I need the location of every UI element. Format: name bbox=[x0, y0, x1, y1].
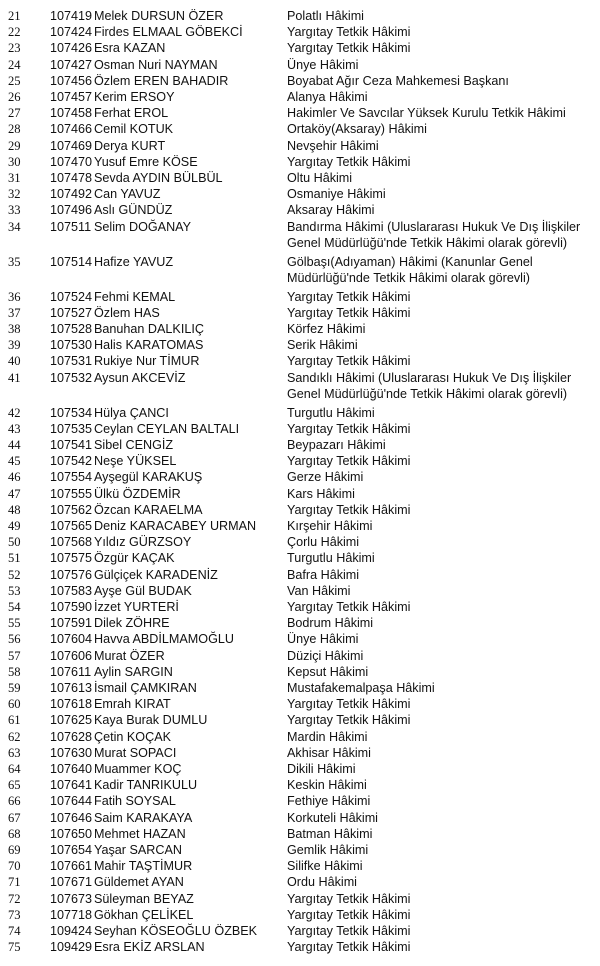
person-name: Saim KARAKAYA bbox=[94, 810, 193, 825]
person-name: Seyhan KÖSEOĞLU ÖZBEK bbox=[94, 924, 258, 938]
duty-station: Polatlı Hâkimi bbox=[287, 9, 364, 23]
duty-station: Ordu Hâkimi bbox=[287, 875, 357, 890]
person-name: Gökhan ÇELİKEL bbox=[94, 907, 194, 922]
row-number: 53 bbox=[8, 583, 21, 598]
person-name: Sibel CENGİZ bbox=[94, 438, 174, 452]
person-name: Yıldız GÜRZSOY bbox=[94, 535, 192, 550]
duty-station: Hakimler Ve Savcılar Yüksek Kurulu Tetkik Hâkimi bbox=[287, 106, 566, 121]
row-number: 30 bbox=[8, 154, 21, 169]
registry-number: 107492 bbox=[50, 187, 93, 202]
registry-number: 107456 bbox=[50, 73, 93, 88]
registry-number: 107650 bbox=[50, 826, 93, 841]
row-number: 51 bbox=[8, 551, 21, 566]
person-name: Emrah KIRAT bbox=[94, 697, 171, 712]
duty-station: Beypazarı Hâkimi bbox=[287, 438, 386, 452]
person-name: Ayşe Gül BUDAK bbox=[94, 583, 192, 598]
person-name: Banuhan DALKILIÇ bbox=[94, 322, 204, 336]
registry-number: 107630 bbox=[50, 745, 93, 760]
person-name: Havva ABDİLMAMOĞLU bbox=[94, 632, 234, 647]
duty-station: Kars Hâkimi bbox=[287, 486, 355, 501]
duty-station: Yargıtay Tetkik Hâkimi bbox=[287, 940, 411, 955]
row-number: 65 bbox=[8, 778, 21, 793]
duty-station: Alanya Hâkimi bbox=[287, 90, 368, 104]
duty-station: Ortaköy(Aksaray) Hâkimi bbox=[287, 122, 427, 137]
duty-station: Kırşehir Hâkimi bbox=[287, 519, 373, 533]
duty-station: Yargıtay Tetkik Hâkimi bbox=[287, 25, 411, 40]
registry-number: 107514 bbox=[50, 254, 93, 269]
person-name: Can YAVUZ bbox=[94, 187, 161, 202]
duty-station: Yargıtay Tetkik Hâkimi bbox=[287, 600, 411, 614]
person-name: Rukiye Nur TİMUR bbox=[94, 354, 200, 369]
row-number: 42 bbox=[8, 405, 21, 420]
row-number: 32 bbox=[8, 187, 21, 202]
registry-number: 107661 bbox=[50, 859, 93, 874]
duty-station: Bafra Hâkimi bbox=[287, 567, 360, 582]
duty-station: Yargıtay Tetkik Hâkimi bbox=[287, 924, 411, 938]
row-number: 75 bbox=[8, 940, 21, 955]
row-number: 54 bbox=[8, 600, 21, 614]
person-name: Yaşar SARCAN bbox=[94, 843, 182, 857]
row-number: 52 bbox=[8, 567, 21, 582]
row-number: 70 bbox=[8, 859, 21, 874]
registry-number: 107611 bbox=[50, 664, 92, 679]
registry-number: 107469 bbox=[50, 138, 93, 153]
registry-number: 107576 bbox=[50, 567, 93, 582]
row-number: 50 bbox=[8, 535, 21, 550]
registry-number: 107527 bbox=[50, 305, 93, 320]
person-name: Cemil KOTUK bbox=[94, 122, 174, 137]
duty-station: Boyabat Ağır Ceza Mahkemesi Başkanı bbox=[287, 73, 509, 88]
registry-number: 107530 bbox=[50, 338, 93, 353]
person-name: Melek DURSUN ÖZER bbox=[94, 9, 224, 23]
registry-number: 107644 bbox=[50, 794, 93, 809]
duty-station: Batman Hâkimi bbox=[287, 826, 373, 841]
person-name: Mehmet HAZAN bbox=[94, 826, 186, 841]
registry-number: 107528 bbox=[50, 322, 93, 336]
row-number: 64 bbox=[8, 762, 21, 776]
person-name: Dilek ZÖHRE bbox=[94, 616, 170, 631]
registry-number: 107568 bbox=[50, 535, 93, 550]
registry-number: 107606 bbox=[50, 648, 93, 663]
row-number: 24 bbox=[8, 57, 21, 72]
registry-number: 109429 bbox=[50, 940, 93, 955]
registry-number: 107524 bbox=[50, 289, 93, 304]
person-name: Fatih SOYSAL bbox=[94, 794, 176, 809]
duty-station: Yargıtay Tetkik Hâkimi bbox=[287, 421, 411, 436]
duty-station: Gemlik Hâkimi bbox=[287, 843, 369, 857]
duty-station: Düziçi Hâkimi bbox=[287, 648, 364, 663]
registry-number: 107590 bbox=[50, 600, 93, 614]
duty-station: Nevşehir Hâkimi bbox=[287, 138, 379, 153]
duty-station: Kepsut Hâkimi bbox=[287, 664, 369, 679]
row-number: 66 bbox=[8, 794, 21, 809]
registry-number: 107591 bbox=[50, 616, 93, 631]
person-name: Kerim ERSOY bbox=[94, 90, 175, 104]
person-name: İsmail ÇAMKIRAN bbox=[94, 681, 197, 695]
registry-number: 107470 bbox=[50, 154, 93, 169]
registry-number: 107532 bbox=[50, 370, 93, 385]
registry-number: 107419 bbox=[50, 9, 93, 23]
registry-number: 107478 bbox=[50, 171, 93, 185]
registry-number: 107628 bbox=[50, 729, 93, 744]
row-number: 59 bbox=[8, 681, 21, 695]
registry-number: 107466 bbox=[50, 122, 93, 137]
duty-station: Sandıklı Hâkimi (Uluslararası Hukuk Ve Dış İlişkiler Genel Müdürlüğü'nde Tetkik Hâkimi olarak görevli) bbox=[287, 370, 572, 401]
registry-number: 107583 bbox=[50, 583, 93, 598]
registry-number: 107671 bbox=[50, 875, 93, 890]
duty-station: Ünye Hâkimi bbox=[287, 632, 359, 647]
row-number: 34 bbox=[8, 219, 21, 234]
registry-number: 107535 bbox=[50, 421, 93, 436]
duty-station: Bodrum Hâkimi bbox=[287, 616, 374, 631]
row-number: 74 bbox=[8, 924, 21, 938]
row-number: 57 bbox=[8, 648, 21, 663]
person-name: Hafize YAVUZ bbox=[94, 254, 174, 269]
person-name: Özlem EREN BAHADIR bbox=[94, 73, 229, 88]
registry-number: 107654 bbox=[50, 843, 93, 857]
registry-number: 107718 bbox=[50, 907, 93, 922]
duty-station: Yargıtay Tetkik Hâkimi bbox=[287, 354, 411, 369]
row-number: 36 bbox=[8, 289, 21, 304]
duty-station: Korkuteli Hâkimi bbox=[287, 810, 378, 825]
registry-number: 107496 bbox=[50, 203, 93, 218]
person-name: Muammer KOÇ bbox=[94, 762, 182, 776]
person-name: Osman Nuri NAYMAN bbox=[94, 57, 218, 72]
duty-station: Van Hâkimi bbox=[287, 583, 351, 598]
person-name: Ceylan CEYLAN BALTALI bbox=[94, 421, 240, 436]
person-name: Gülçiçek KARADENİZ bbox=[94, 567, 218, 582]
duty-station: Akhisar Hâkimi bbox=[287, 745, 371, 760]
duty-station: Körfez Hâkimi bbox=[287, 322, 366, 336]
person-name: Selim DOĞANAY bbox=[94, 219, 192, 234]
registry-number: 107673 bbox=[50, 891, 93, 906]
person-name: Ayşegül KARAKUŞ bbox=[94, 470, 203, 485]
row-number: 44 bbox=[8, 438, 21, 452]
duty-station: Gölbaşı(Adıyaman) Hâkimi (Kanunlar Genel Müdürlüğü'nde Tetkik Hâkimi olarak görevli) bbox=[287, 254, 533, 285]
person-name: Aylin SARGIN bbox=[94, 664, 173, 679]
person-name: Çetin KOÇAK bbox=[94, 729, 171, 744]
registry-number: 107641 bbox=[50, 778, 93, 793]
registry-number: 107424 bbox=[50, 25, 93, 40]
row-number: 25 bbox=[8, 73, 21, 88]
registry-number: 107562 bbox=[50, 502, 93, 517]
row-number: 47 bbox=[8, 486, 21, 501]
row-number: 58 bbox=[8, 664, 21, 679]
row-number: 61 bbox=[8, 713, 21, 728]
person-name: Aslı GÜNDÜZ bbox=[94, 203, 173, 218]
person-name: Aysun AKCEVİZ bbox=[94, 370, 186, 385]
person-name: Kaya Burak DUMLU bbox=[94, 713, 208, 728]
person-name: Özgür KAÇAK bbox=[94, 551, 175, 566]
row-number: 68 bbox=[8, 826, 21, 841]
registry-number: 107534 bbox=[50, 405, 93, 420]
registry-number: 107613 bbox=[50, 681, 93, 695]
person-name: Murat ÖZER bbox=[94, 648, 165, 663]
row-number: 46 bbox=[8, 470, 21, 485]
row-number: 49 bbox=[8, 519, 21, 533]
registry-number: 107542 bbox=[50, 454, 93, 469]
row-number: 26 bbox=[8, 90, 21, 104]
row-number: 43 bbox=[8, 421, 21, 436]
registry-number: 107618 bbox=[50, 697, 93, 712]
row-number: 39 bbox=[8, 338, 21, 353]
row-number: 35 bbox=[8, 254, 21, 269]
row-number: 27 bbox=[8, 106, 21, 121]
person-name: Sevda AYDIN BÜLBÜL bbox=[94, 171, 223, 185]
row-number: 55 bbox=[8, 616, 21, 631]
duty-station: Yargıtay Tetkik Hâkimi bbox=[287, 289, 411, 304]
registry-number: 107640 bbox=[50, 762, 93, 776]
registry-number: 107531 bbox=[50, 354, 93, 369]
duty-station: Silifke Hâkimi bbox=[287, 859, 363, 874]
duty-station: Yargıtay Tetkik Hâkimi bbox=[287, 305, 411, 320]
person-name: Güldemet AYAN bbox=[94, 875, 184, 890]
row-number: 62 bbox=[8, 729, 21, 744]
row-number: 41 bbox=[8, 370, 21, 385]
person-name: Özlem HAS bbox=[94, 305, 160, 320]
row-number: 31 bbox=[8, 171, 21, 185]
registry-number: 107458 bbox=[50, 106, 93, 121]
person-name: Esra EKİZ ARSLAN bbox=[94, 940, 205, 955]
duty-station: Mustafakemalpaşa Hâkimi bbox=[287, 681, 435, 695]
duty-station: Yargıtay Tetkik Hâkimi bbox=[287, 713, 411, 728]
registry-number: 107426 bbox=[50, 41, 93, 56]
duty-station: Yargıtay Tetkik Hâkimi bbox=[287, 891, 411, 906]
row-number: 73 bbox=[8, 907, 21, 922]
person-name: Deniz KARACABEY URMAN bbox=[94, 519, 257, 533]
person-name: Murat SOPACI bbox=[94, 745, 177, 760]
person-name: Firdes ELMAAL GÖBEKCİ bbox=[94, 25, 243, 40]
duty-station: Serik Hâkimi bbox=[287, 338, 358, 353]
registry-number: 107427 bbox=[50, 57, 93, 72]
person-name: Esra KAZAN bbox=[94, 41, 166, 56]
duty-station: Gerze Hâkimi bbox=[287, 470, 364, 485]
row-number: 56 bbox=[8, 632, 21, 647]
row-number: 33 bbox=[8, 203, 21, 218]
duty-station: Fethiye Hâkimi bbox=[287, 794, 371, 809]
row-number: 40 bbox=[8, 354, 21, 369]
row-number: 67 bbox=[8, 810, 21, 825]
row-number: 60 bbox=[8, 697, 21, 712]
person-name: Halis KARATOMAS bbox=[94, 338, 204, 353]
registry-number: 107625 bbox=[50, 713, 93, 728]
registry-number: 107511 bbox=[50, 219, 92, 234]
row-number: 63 bbox=[8, 745, 21, 760]
row-number: 69 bbox=[8, 843, 21, 857]
registry-number: 107555 bbox=[50, 486, 93, 501]
registry-number: 107457 bbox=[50, 90, 93, 104]
duty-station: Yargıtay Tetkik Hâkimi bbox=[287, 907, 411, 922]
duty-station: Oltu Hâkimi bbox=[287, 171, 353, 185]
duty-station: Turgutlu Hâkimi bbox=[287, 405, 375, 420]
duty-station: Keskin Hâkimi bbox=[287, 778, 367, 793]
person-name: Ülkü ÖZDEMİR bbox=[94, 486, 181, 501]
duty-station: Dikili Hâkimi bbox=[287, 762, 356, 776]
duty-station: Yargıtay Tetkik Hâkimi bbox=[287, 154, 411, 169]
row-number: 23 bbox=[8, 41, 21, 56]
row-number: 71 bbox=[8, 875, 21, 890]
duty-station: Yargıtay Tetkik Hâkimi bbox=[287, 697, 411, 712]
registry-number: 107565 bbox=[50, 519, 93, 533]
duty-station: Ünye Hâkimi bbox=[287, 57, 359, 72]
row-number: 72 bbox=[8, 891, 21, 906]
row-number: 37 bbox=[8, 305, 21, 320]
person-name: Neşe YÜKSEL bbox=[94, 454, 177, 469]
duty-station: Bandırma Hâkimi (Uluslararası Hukuk Ve Dış İlişkiler Genel Müdürlüğü'nde Tetkik Hâkimi olarak görevli) bbox=[287, 219, 581, 250]
duty-station: Yargıtay Tetkik Hâkimi bbox=[287, 41, 411, 56]
duty-station: Turgutlu Hâkimi bbox=[287, 551, 375, 566]
person-name: Fehmi KEMAL bbox=[94, 289, 176, 304]
duty-station: Aksaray Hâkimi bbox=[287, 203, 375, 218]
row-number: 29 bbox=[8, 138, 21, 153]
registry-number: 109424 bbox=[50, 924, 93, 938]
person-name: Derya KURT bbox=[94, 138, 166, 153]
registry-number: 107575 bbox=[50, 551, 93, 566]
person-name: Yusuf Emre KÖSE bbox=[94, 154, 198, 169]
duty-station: Mardin Hâkimi bbox=[287, 729, 368, 744]
row-number: 45 bbox=[8, 454, 21, 469]
person-name: Mahir TAŞTİMUR bbox=[94, 859, 193, 874]
duty-station: Yargıtay Tetkik Hâkimi bbox=[287, 454, 411, 469]
person-name: Özcan KARAELMA bbox=[94, 502, 203, 517]
registry-number: 107604 bbox=[50, 632, 93, 647]
person-name: Süleyman BEYAZ bbox=[94, 891, 194, 906]
row-number: 22 bbox=[8, 25, 21, 40]
person-name: Kadir TANRIKULU bbox=[94, 778, 198, 793]
row-number: 28 bbox=[8, 122, 21, 137]
row-number: 48 bbox=[8, 502, 21, 517]
row-number: 38 bbox=[8, 322, 21, 336]
row-number: 21 bbox=[8, 9, 21, 23]
duty-station: Çorlu Hâkimi bbox=[287, 535, 360, 550]
registry-number: 107554 bbox=[50, 470, 93, 485]
duty-station: Yargıtay Tetkik Hâkimi bbox=[287, 502, 411, 517]
person-name: Ferhat EROL bbox=[94, 106, 169, 121]
person-name: İzzet YURTERİ bbox=[94, 600, 179, 614]
person-name: Hülya ÇANCI bbox=[94, 405, 169, 420]
registry-number: 107541 bbox=[50, 438, 93, 452]
registry-number: 107646 bbox=[50, 810, 93, 825]
duty-station: Osmaniye Hâkimi bbox=[287, 187, 386, 202]
